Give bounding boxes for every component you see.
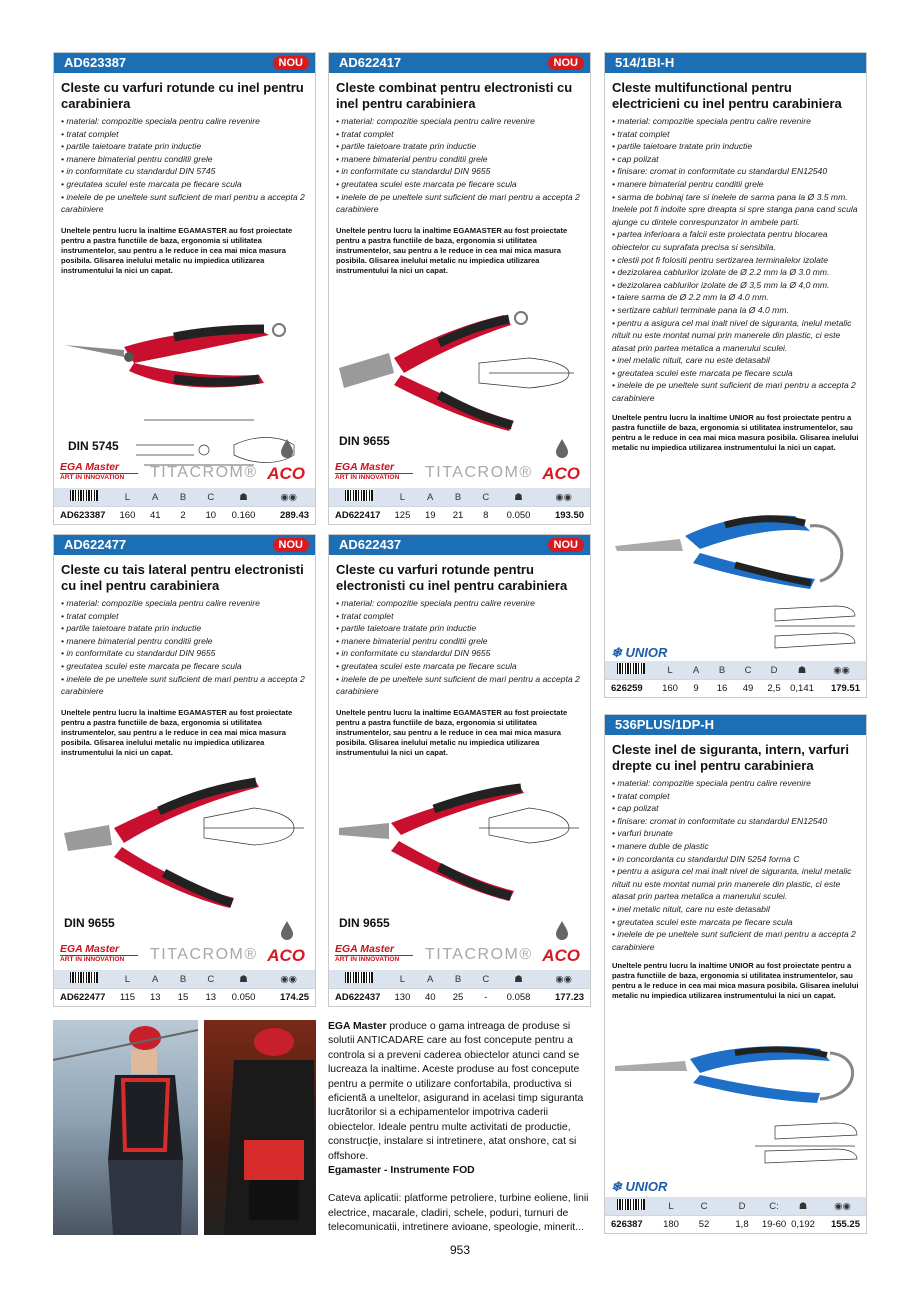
feature-item: • tratat complet bbox=[612, 128, 670, 139]
promo-lead: produce o gama intreaga de produse si solutii ANTICADARE care au fost concepute pentru a controla si a preveni caderea obiectelor atunci cand se lucreaza la inaltime. Aceste produse au fost concepute pentru a permite o utilizare confortabila, productiva si eficientă a uneltelor, asigurand in acelasi timp siguranta lucrătorilor si a echipamentelor impotriva caderii obiectelor. Ideale pentru multe activitati de productie, construcţie, instalare si intretinere, atat onshore, cat si offshore. bbox=[328, 1021, 584, 1162]
spec-value-row bbox=[605, 1215, 866, 1233]
weight-icon: ☗ bbox=[239, 973, 248, 985]
spec-value: 2,5 bbox=[767, 683, 781, 694]
spec-header: C bbox=[482, 491, 490, 503]
product-title: Cleste cu varfuri rotunde cu inel pentru carabiniera bbox=[61, 80, 304, 111]
spec-value-row bbox=[54, 506, 315, 524]
barcode-icon bbox=[54, 490, 114, 504]
spec-header: A bbox=[692, 664, 700, 676]
drops-icon bbox=[554, 438, 570, 460]
pliers-image bbox=[54, 773, 316, 923]
feature-item: • inel metalic nituit, care nu este detasabil bbox=[612, 355, 770, 366]
weight-value: 0.050 bbox=[231, 992, 256, 1003]
spec-header: A bbox=[427, 491, 434, 503]
weight-value: 0.058 bbox=[506, 992, 531, 1003]
feature-item: • material: compozitie speciala pentru calire revenire bbox=[336, 116, 535, 126]
spec-value: 25 bbox=[452, 992, 464, 1003]
weight-icon: ☗ bbox=[797, 664, 807, 676]
spec-header-row bbox=[329, 488, 590, 506]
feature-item: • finisare: cromat in conformitate cu standardul EN12540 bbox=[612, 815, 828, 826]
spec-value: 180 bbox=[663, 1219, 679, 1230]
din-standard: DIN 9655 bbox=[339, 916, 390, 930]
promo-applications: Cateva aplicatii: platforme petroliere, turbine eoliene, linii electrice, macarale, cladiri, schele, poduri, turnuri de telecomunicatii, intretinere avioane, speologie, minerit... bbox=[328, 1193, 589, 1234]
product-code-header: 536PLUS/1DP-H bbox=[605, 715, 866, 735]
feature-item: • greutatea sculei este marcata pe fiecare scula bbox=[61, 660, 242, 671]
page-number: 953 bbox=[449, 1243, 471, 1257]
spec-value: 1,8 bbox=[735, 1219, 749, 1230]
feature-item: • in concordanta cu standardul DIN 5254 forma C bbox=[612, 853, 800, 864]
feature-item: • partea inferioara a falcii este proiectata pentru blocarea obiectelor cu suprafata precisa si sensibila. bbox=[612, 229, 828, 252]
feature-item: • inelele de pe uneltele sunt suficient de mari pentru a accepta 2 carabiniere bbox=[336, 673, 580, 697]
article-code: 626387 bbox=[611, 1219, 643, 1230]
weight-value: 0.160 bbox=[231, 510, 256, 521]
spec-header: L bbox=[124, 973, 131, 985]
spec-value: - bbox=[484, 992, 488, 1003]
spec-value: 52 bbox=[698, 1219, 710, 1230]
pliers-image bbox=[329, 293, 591, 483]
feature-list bbox=[61, 115, 308, 216]
pliers-image bbox=[329, 773, 591, 923]
spec-header-row bbox=[605, 1197, 866, 1215]
article-code: 626259 bbox=[611, 683, 643, 694]
feature-list bbox=[336, 597, 583, 698]
article-code: AD622417 bbox=[335, 510, 381, 521]
barcode-icon bbox=[54, 972, 114, 986]
spec-header: L bbox=[668, 1200, 674, 1212]
coins-icon: ◉◉ bbox=[555, 491, 572, 503]
product-title: Cleste cu varfuri rotunde pentru electronisti cu inel pentru carabiniera bbox=[336, 562, 568, 593]
aco-logo: ACO bbox=[267, 946, 305, 965]
promo-text bbox=[328, 1020, 593, 1236]
coins-icon: ◉◉ bbox=[833, 664, 850, 676]
product-note: Uneltele pentru lucru la inaltime EGAMASTER au fost proiectate pentru a pastra functiile de baza, ergonomia si utilitatea instrumentelor, sau pentru a le reduce in cea mai mica masura posibila. Glisarea inelului metalic nu impiedica utilizarea instrumentului la nici un capat. bbox=[61, 225, 293, 275]
feature-item: • varfuri brunate bbox=[612, 828, 673, 839]
feature-item: • cap polizat bbox=[612, 153, 659, 164]
price: 174.25 bbox=[279, 992, 310, 1003]
titacrom-logo: TITACROM® bbox=[150, 464, 258, 481]
spec-header: L bbox=[124, 491, 131, 503]
product-note: Uneltele pentru lucru la inaltime UNIOR au fost proiectate pentru a pastra functiile de baza, ergonomia si utilitatea instrumentelor, sau pentru a le reduce in cea mai mica masura posibila. Glisarea inelului metalic nu impiedica utilizarea instrumentului la nici un capat. bbox=[612, 412, 859, 452]
product-card-ad623387 bbox=[53, 52, 316, 525]
feature-item: • inel metalic nituit, care nu este detasabil bbox=[612, 903, 770, 914]
price: 177.23 bbox=[554, 992, 585, 1003]
product-note: Uneltele pentru lucru la inaltime EGAMASTER au fost proiectate pentru a pastra functiile de baza, ergonomia si utilitatea instrumentelor, sau pentru a le reduce in cea mai mica masura posibila. Glisarea inelului metalic nu impiedica utilizarea instrumentului la nici un capat. bbox=[336, 707, 568, 757]
photo-worker-with-harness bbox=[53, 1020, 198, 1235]
feature-list bbox=[336, 115, 583, 216]
aco-logo: ACO bbox=[542, 464, 580, 483]
feature-item: • greutatea sculei este marcata pe fiecare scula bbox=[612, 916, 793, 927]
product-code-header: AD623387 NOU bbox=[54, 53, 315, 73]
spec-table bbox=[329, 488, 590, 524]
feature-item: • material: compozitie speciala pentru calire revenire bbox=[612, 778, 811, 788]
spec-value: 125 bbox=[394, 510, 411, 521]
promo-tagline: Egamaster - Instrumente FOD bbox=[328, 1165, 475, 1177]
feature-item: • greutatea sculei este marcata pe fiecare scula bbox=[336, 178, 517, 189]
pliers-image bbox=[605, 1031, 867, 1191]
feature-item: • partile taietoare tratate prin inductie bbox=[61, 623, 202, 634]
photo-worker-tool-belt bbox=[204, 1020, 316, 1235]
aco-logo: ACO bbox=[542, 946, 580, 965]
feature-item: • clestii pot fi folositi pentru sertizarea terminalelor izolate bbox=[612, 254, 829, 265]
unior-logo: ❄ UNIOR bbox=[611, 645, 668, 660]
spec-header-row bbox=[329, 970, 590, 988]
feature-item: • inelele de pe uneltele sunt suficient de mari pentru a accepta 2 carabiniere bbox=[61, 673, 305, 697]
promo-lead-brand: EGA Master bbox=[328, 1021, 387, 1032]
spec-value-row bbox=[605, 679, 866, 697]
product-code-header: AD622437 NOU bbox=[329, 535, 590, 555]
brand-logos bbox=[335, 458, 584, 486]
feature-item: • tratat complet bbox=[336, 128, 394, 139]
pliers-image bbox=[605, 491, 867, 661]
egamaster-logo: EGA Master ART IN INNOVATION bbox=[335, 943, 413, 964]
spec-header: A bbox=[152, 973, 159, 985]
feature-item: • tratat complet bbox=[61, 610, 119, 621]
spec-header: B bbox=[179, 491, 187, 503]
spec-value: 2 bbox=[180, 510, 186, 521]
feature-list bbox=[61, 597, 308, 698]
feature-item: • pentru a asigura cel mai inalt nivel de siguranta, inelul metalic nituit nu este montat numai prin manerele din plastic, ci este atasat prin partea metalica a manerului sculei. bbox=[612, 317, 852, 353]
feature-list bbox=[612, 777, 859, 953]
coins-icon: ◉◉ bbox=[280, 491, 297, 503]
product-note: Uneltele pentru lucru la inaltime EGAMASTER au fost proiectate pentru a pastra functiile de baza, ergonomia si utilitatea instrumentelor, sau pentru a le reduce in cea mai mica masura posibila. Glisarea inelului metalic nu impiedica utilizarea instrumentului la nici un capat. bbox=[336, 225, 568, 275]
spec-table bbox=[54, 970, 315, 1006]
spec-value: 21 bbox=[452, 510, 464, 521]
new-badge: NOU bbox=[548, 538, 584, 552]
egamaster-logo: EGA Master ART IN INNOVATION bbox=[335, 461, 413, 482]
brand-logos bbox=[60, 940, 309, 968]
titacrom-logo: TITACROM® bbox=[425, 946, 533, 963]
din-standard: DIN 5745 bbox=[68, 439, 119, 453]
spec-header-row bbox=[54, 970, 315, 988]
feature-item: • partile taietoare tratate prin inductie bbox=[612, 141, 753, 152]
spec-header: C bbox=[207, 973, 215, 985]
weight-value: 0,192 bbox=[791, 1219, 815, 1230]
feature-item: • greutatea sculei este marcata pe fiecare scula bbox=[61, 178, 242, 189]
feature-item: • greutatea sculei este marcata pe fiecare scula bbox=[612, 367, 793, 378]
spec-value: 19 bbox=[424, 510, 436, 521]
new-badge: NOU bbox=[273, 538, 309, 552]
spec-header: D bbox=[770, 664, 778, 676]
spec-value: 160 bbox=[662, 683, 678, 694]
spec-value: 160 bbox=[119, 510, 136, 521]
product-card-ad622437 bbox=[328, 534, 591, 1007]
spec-header: C bbox=[207, 491, 215, 503]
feature-item: • manere bimaterial pentru conditii grele bbox=[61, 153, 213, 164]
spec-value-row bbox=[329, 506, 590, 524]
coins-icon: ◉◉ bbox=[834, 1200, 851, 1212]
feature-item: • finisare: cromat in conformitate cu standardul EN12540 bbox=[612, 166, 828, 177]
spec-value: 130 bbox=[394, 992, 411, 1003]
spec-header: C: bbox=[769, 1200, 779, 1212]
article-code: AD622477 bbox=[60, 992, 106, 1003]
spec-header: L bbox=[399, 973, 406, 985]
weight-icon: ☗ bbox=[239, 491, 248, 503]
product-card-514-1bi-h bbox=[604, 52, 867, 698]
product-card-536plus-1dp-h bbox=[604, 714, 867, 1234]
aco-logo: ACO bbox=[267, 464, 305, 483]
feature-item: • taiere sarma de Ø 2.2 mm la Ø 4.0 mm. bbox=[612, 292, 769, 303]
price: 179.51 bbox=[830, 683, 860, 694]
spec-value: 40 bbox=[424, 992, 436, 1003]
spec-table bbox=[329, 970, 590, 1006]
feature-item: • partile taietoare tratate prin inductie bbox=[336, 623, 477, 634]
spec-table bbox=[54, 488, 315, 524]
weight-value: 0.050 bbox=[506, 510, 531, 521]
unior-icon: ❄ bbox=[611, 1179, 626, 1194]
spec-value: 9 bbox=[693, 683, 699, 694]
new-badge: NOU bbox=[548, 56, 584, 70]
product-title: Cleste combinat pentru electronisti cu inel pentru carabiniera bbox=[336, 80, 573, 111]
product-note: Uneltele pentru lucru la inaltime EGAMASTER au fost proiectate pentru a pastra functiile de baza, ergonomia si utilitatea instrumentelor, sau pentru a le reduce in cea mai mica masura posibila. Glisarea inelului metalic nu impiedica utilizarea instrumentului la nici un capat. bbox=[61, 707, 293, 757]
product-title: Cleste multifunctional pentru electricieni cu inel pentru carabiniera bbox=[612, 80, 842, 111]
feature-item: • in conformitate cu standardul DIN 9655 bbox=[336, 166, 491, 177]
feature-item: • inelele de pe uneltele sunt suficient de mari pentru a accepta 2 carabiniere bbox=[61, 191, 305, 215]
spec-value: 19-60 bbox=[761, 1219, 787, 1230]
barcode-icon bbox=[329, 972, 389, 986]
spec-value: 16 bbox=[716, 683, 728, 694]
barcode-icon bbox=[329, 490, 389, 504]
feature-item: • in conformitate cu standardul DIN 9655 bbox=[336, 648, 491, 659]
coins-icon: ◉◉ bbox=[555, 973, 572, 985]
spec-header: L bbox=[667, 664, 673, 676]
feature-item: • inelele de pe uneltele sunt suficient de mari pentru a accepta 2 carabiniere bbox=[336, 191, 580, 215]
price: 193.50 bbox=[554, 510, 585, 521]
brand-logos bbox=[335, 940, 584, 968]
feature-item: • manere duble de plastic bbox=[612, 840, 709, 851]
feature-item: • manere bimaterial pentru conditii grele bbox=[336, 635, 488, 646]
price: 289.43 bbox=[279, 510, 310, 521]
egamaster-logo: EGA Master ART IN INNOVATION bbox=[60, 461, 138, 482]
feature-item: • tratat complet bbox=[61, 128, 119, 139]
unior-logo: ❄ UNIOR bbox=[611, 1179, 668, 1194]
spec-header: A bbox=[427, 973, 434, 985]
new-badge: NOU bbox=[273, 56, 309, 70]
spec-header: C bbox=[700, 1200, 708, 1212]
drops-icon bbox=[554, 920, 570, 942]
spec-header: B bbox=[454, 491, 462, 503]
drops-icon bbox=[279, 920, 295, 942]
din-standard: DIN 9655 bbox=[64, 916, 115, 930]
feature-list bbox=[612, 115, 859, 405]
spec-value: 10 bbox=[205, 510, 217, 521]
feature-item: • cap polizat bbox=[612, 803, 659, 814]
spec-header: A bbox=[152, 491, 159, 503]
feature-item: • material: compozitie speciala pentru calire revenire bbox=[61, 116, 260, 126]
coins-icon: ◉◉ bbox=[280, 973, 297, 985]
barcode-icon bbox=[605, 1199, 657, 1213]
product-card-ad622417 bbox=[328, 52, 591, 525]
feature-item: • sertizare cabluri terminale pana la Ø 4.0 mm. bbox=[612, 304, 789, 315]
spec-value-row bbox=[329, 988, 590, 1006]
product-title: Cleste inel de siguranta, intern, varfuri drepte cu inel pentru carabiniera bbox=[612, 742, 849, 773]
spec-header: B bbox=[179, 973, 187, 985]
product-code-header: 514/1BI-H bbox=[605, 53, 866, 73]
weight-icon: ☗ bbox=[514, 973, 523, 985]
barcode-icon bbox=[605, 663, 657, 677]
feature-item: • material: compozitie speciala pentru calire revenire bbox=[612, 116, 811, 126]
feature-item: • tratat complet bbox=[336, 610, 394, 621]
feature-item: • pentru a asigura cel mai inalt nivel de siguranta, inelul metalic nituit nu este montat numai prin manerele din plastic, ci este atasat prin partea metalica a manerului sculei. bbox=[612, 866, 852, 902]
feature-item: • dezizolarea cablurilor izolate de Ø 3,5 mm la Ø 4,0 mm. bbox=[612, 279, 830, 290]
spec-value: 13 bbox=[149, 992, 161, 1003]
spec-value: 8 bbox=[483, 510, 489, 521]
spec-value-row bbox=[54, 988, 315, 1006]
article-code: AD622437 bbox=[335, 992, 381, 1003]
feature-item: • inelele de pe uneltele sunt suficient de mari pentru a accepta 2 carabiniere bbox=[612, 929, 856, 952]
feature-item: • manere bimaterial pentru conditii grele bbox=[336, 153, 488, 164]
spec-value: 115 bbox=[119, 992, 136, 1003]
weight-icon: ☗ bbox=[798, 1200, 808, 1212]
product-card-ad622477 bbox=[53, 534, 316, 1007]
feature-item: • material: compozitie speciala pentru calire revenire bbox=[336, 598, 535, 608]
feature-item: • partile taietoare tratate prin inductie bbox=[336, 141, 477, 152]
spec-value: 15 bbox=[177, 992, 189, 1003]
titacrom-logo: TITACROM® bbox=[150, 946, 258, 963]
feature-item: • manere bimaterial pentru conditii grele bbox=[612, 178, 764, 189]
weight-value: 0,141 bbox=[790, 683, 814, 694]
spec-header-row bbox=[54, 488, 315, 506]
price: 155.25 bbox=[830, 1219, 860, 1230]
feature-item: • in conformitate cu standardul DIN 5745 bbox=[61, 166, 216, 177]
spec-value: 13 bbox=[205, 992, 217, 1003]
feature-item: • manere bimaterial pentru conditii grele bbox=[61, 635, 213, 646]
drops-icon bbox=[279, 438, 295, 460]
feature-item: • sarma de bobinaj tare si inelele de sarma pana la Ø 3.5 mm. Inelele pot fi indoite spre dreapta si spre stanga pana cand scula ajunge cu dintele conrespunzator in ambele parti. bbox=[612, 191, 858, 227]
spec-value: 49 bbox=[742, 683, 754, 694]
feature-item: • greutatea sculei este marcata pe fiecare scula bbox=[336, 660, 517, 671]
titacrom-logo: TITACROM® bbox=[425, 464, 533, 481]
spec-header: B bbox=[718, 664, 726, 676]
spec-table bbox=[605, 661, 866, 697]
spec-header: C bbox=[744, 664, 752, 676]
product-code-header: AD622477 NOU bbox=[54, 535, 315, 555]
spec-table bbox=[605, 1197, 866, 1233]
product-title: Cleste cu tais lateral pentru electronisti cu inel pentru carabiniera bbox=[61, 562, 304, 593]
unior-icon: ❄ bbox=[611, 645, 626, 660]
feature-item: • partile taietoare tratate prin inductie bbox=[61, 141, 202, 152]
spec-header: B bbox=[454, 973, 462, 985]
product-code-header: AD622417 NOU bbox=[329, 53, 590, 73]
spec-value: 41 bbox=[149, 510, 161, 521]
feature-item: • inelele de pe uneltele sunt suficient de mari pentru a accepta 2 carabiniere bbox=[612, 380, 856, 404]
feature-item: • tratat complet bbox=[612, 790, 670, 801]
spec-header: D bbox=[738, 1200, 746, 1212]
egamaster-logo: EGA Master ART IN INNOVATION bbox=[60, 943, 138, 964]
feature-item: • dezizolarea cablurilor izolate de Ø 2.2 mm la Ø 3.0 mm. bbox=[612, 267, 830, 278]
brand-logos bbox=[60, 458, 309, 486]
weight-icon: ☗ bbox=[514, 491, 523, 503]
feature-item: • in conformitate cu standardul DIN 9655 bbox=[61, 648, 216, 659]
din-standard: DIN 9655 bbox=[339, 434, 390, 448]
feature-item: • material: compozitie speciala pentru calire revenire bbox=[61, 598, 260, 608]
spec-header: L bbox=[399, 491, 406, 503]
product-note: Uneltele pentru lucru la inaltime UNIOR au fost proiectate pentru a pastra functiile de baza, ergonomia si utilitatea instrumentelor, sau pentru a le reduce in cea mai mica masura posibila. Glisarea inelului metalic nu impiedica utilizarea instrumentului la nici un capat. bbox=[612, 961, 859, 1001]
spec-header-row bbox=[605, 661, 866, 679]
article-code: AD623387 bbox=[60, 510, 106, 521]
spec-header: C bbox=[482, 973, 490, 985]
